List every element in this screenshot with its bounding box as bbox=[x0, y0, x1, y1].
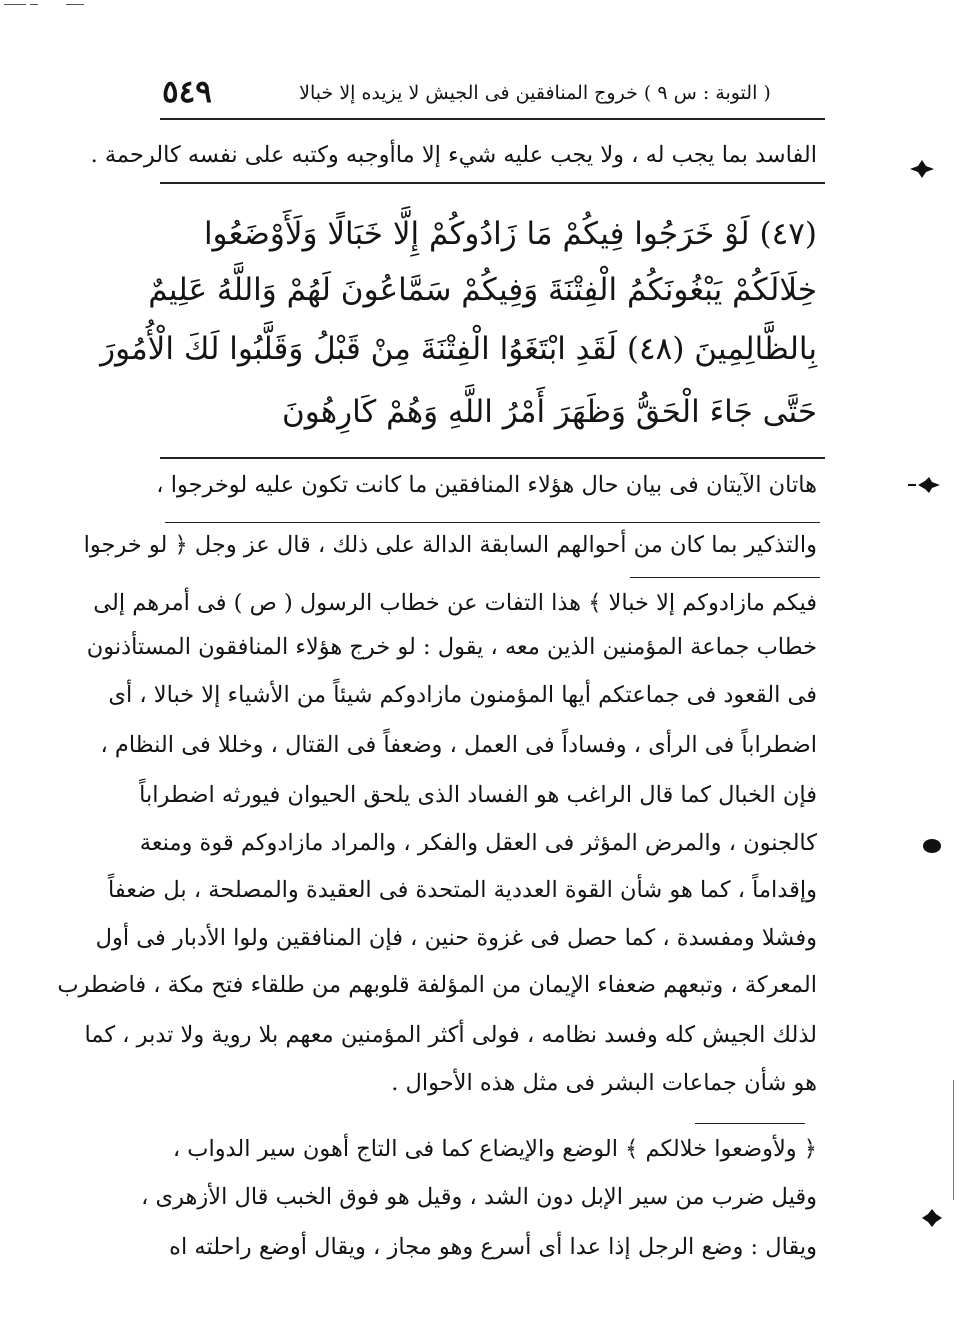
commentary-line: اضطراباً فى الرأى ، وفساداً فى العمل ، وضعفاً فى القتال ، وخللا فى النظام ، bbox=[100, 732, 817, 758]
binding-hole-icon bbox=[920, 1208, 944, 1228]
corner-mark bbox=[30, 4, 38, 5]
commentary-line: هو شأن جماعات البشر فى مثل هذه الأحوال . bbox=[391, 1070, 817, 1096]
commentary-line: ويقال : وضع الرجل إذا عدا أى أسرع وهو مجاز ، ويقال أوضع راحلته اه bbox=[169, 1234, 817, 1260]
commentary-line: فإن الخبال كما قال الراغب هو الفساد الذى يلحق الحيوان فيورثه اضطراباً bbox=[139, 782, 817, 808]
verse-line: بِالظَّالِمِينَ (٤٨) لَقَدِ ابْتَغَوُا الْفِتْنَةَ مِنْ قَبْلُ وَقَلَّبُوا لَكَ الْأُمُورَ bbox=[100, 331, 817, 367]
commentary-line: وفشلا ومفسدة ، كما حصل فى غزوة حنين ، فإن المنافقين ولوا الأدبار فى أول bbox=[95, 925, 817, 951]
commentary-line: هاتان الآيتان فى بيان حال هؤلاء المنافقين ما كانت تكون عليه لوخرجوا ، bbox=[156, 472, 817, 498]
quote-overline bbox=[630, 577, 820, 578]
quote-overline bbox=[165, 522, 820, 523]
page-header-title: ( التوبة : س ٩ ) خروج المنافقين فى الجيش لا يزيده إلا خبالا bbox=[299, 82, 771, 104]
commentary-line: والتذكير بما كان من أحوالهم السابقة الدالة على ذلك ، قال عز وجل ﴿ لو خرجوا bbox=[83, 532, 817, 558]
verse-line: (٤٧) لَوْ خَرَجُوا فِيكُمْ مَا زَادُوكُمْ إِلَّا خَبَالًا وَلَأَوْضَعُوا bbox=[203, 216, 817, 252]
commentary-line: ﴿ ولأوضعوا خلالكم ﴾ الوضع والإيضاع كما فى التاج أهون سير الدواب ، bbox=[172, 1136, 817, 1162]
verse-bottom-rule bbox=[160, 457, 825, 459]
commentary-line: المعركة ، وتبعهم ضعفاء الإيمان من المؤلفة قلوبهم من طلقاء فتح مكة ، فاضطرب bbox=[57, 972, 817, 998]
verse-top-rule bbox=[160, 182, 825, 184]
commentary-line: وإقداماً ، كما هو شأن القوة العددية المتحدة فى العقيدة والمصلحة ، بل ضعفاً bbox=[108, 877, 817, 903]
binding-hole-icon bbox=[908, 476, 942, 494]
margin-scan-line bbox=[953, 1080, 954, 1200]
corner-mark bbox=[4, 4, 26, 5]
continuation-line: الفاسد بما يجب له ، ولا يجب عليه شيء إلا ماأوجبه وكتبه على نفسه كالرحمة . bbox=[90, 142, 817, 168]
commentary-line: كالجنون ، والمرض المؤثر فى العقل والفكر ، والمراد مازادوكم قوة ومنعة bbox=[139, 830, 817, 856]
commentary-line: لذلك الجيش كله وفسد نظامه ، فولى أكثر المؤمنين معهم بلا روية ولا تدبر ، كما bbox=[84, 1022, 817, 1048]
page-number: ٥٤٩ bbox=[162, 74, 212, 110]
header-rule bbox=[160, 118, 825, 120]
corner-mark bbox=[66, 4, 84, 5]
binding-hole-icon bbox=[920, 836, 944, 856]
verse-line: خِلَالَكُمْ يَبْغُونَكُمُ الْفِتْنَةَ وَفِيكُمْ سَمَّاعُونَ لَهُمْ وَاللَّهُ عَلِيمٌ bbox=[148, 272, 817, 308]
quote-overline bbox=[695, 1123, 805, 1124]
commentary-line: خطاب جماعة المؤمنين الذين معه ، يقول : لو خرج هؤلاء المنافقون المستأذنون bbox=[86, 634, 817, 660]
binding-hole-icon bbox=[908, 158, 936, 180]
verse-line: حَتَّى جَاءَ الْحَقُّ وَظَهَرَ أَمْرُ اللَّهِ وَهُمْ كَارِهُونَ bbox=[282, 394, 817, 430]
commentary-line: فى القعود فى جماعتكم أيها المؤمنون مازادوكم شيئاً من الأشياء إلا خبالا ، أى bbox=[108, 682, 817, 708]
commentary-line: وقيل ضرب من سير الإبل دون الشد ، وقيل هو فوق الخبب قال الأزهرى ، bbox=[141, 1184, 817, 1210]
commentary-line: فيكم مازادوكم إلا خبالا ﴾ هذا التفات عن خطاب الرسول ( ص ) فى أمرهم إلى bbox=[93, 590, 817, 616]
